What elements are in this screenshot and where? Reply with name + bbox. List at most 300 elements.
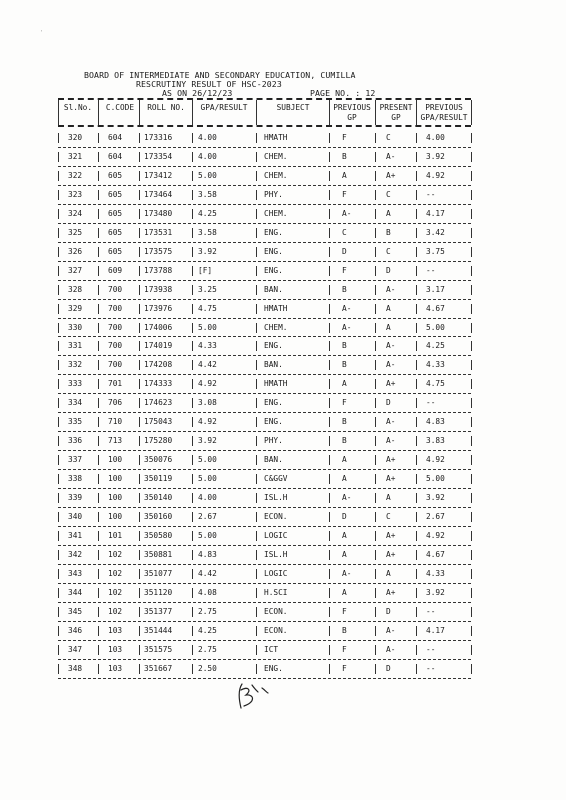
- vline: [416, 550, 417, 560]
- vline: [98, 550, 99, 560]
- cell-gpa-result: 5.00: [198, 474, 217, 484]
- vline: [256, 664, 257, 674]
- cell-present-gp: A: [386, 568, 391, 578]
- vline: [471, 493, 472, 503]
- vline: [471, 266, 472, 276]
- cell-subject: CHEM.: [264, 208, 288, 218]
- cell-previous-gp: C: [342, 227, 347, 237]
- vline: [139, 379, 140, 389]
- vline: [471, 247, 472, 257]
- cell-rollno: 173976: [144, 303, 173, 313]
- cell-subject: LOGIC: [264, 530, 288, 540]
- vline: [58, 100, 59, 125]
- cell-rollno: 174019: [144, 341, 173, 351]
- cell-gpa-result: 4.00: [198, 493, 217, 503]
- col-header-present-gp-line1: PRESENT: [379, 103, 413, 112]
- table-row: [58, 470, 471, 488]
- vline: [416, 247, 417, 257]
- cell-present-gp: D: [386, 398, 391, 408]
- cell-rollno: 350881: [144, 549, 173, 559]
- cell-ccode: 605: [108, 208, 123, 218]
- table-row: [58, 527, 471, 545]
- vline: [416, 531, 417, 541]
- cell-ccode: 700: [108, 322, 123, 332]
- vline: [416, 360, 417, 370]
- vline: [256, 436, 257, 446]
- cell-present-gp: A: [386, 493, 391, 503]
- cell-previous-gp: F: [342, 189, 347, 199]
- vline: [139, 323, 140, 333]
- cell-slno: 332: [68, 360, 83, 370]
- vline: [256, 100, 257, 125]
- vline: [192, 304, 193, 314]
- vline: [139, 531, 140, 541]
- vline: [98, 474, 99, 484]
- vline: [98, 247, 99, 257]
- cell-subject: ENG.: [264, 265, 283, 275]
- vline: [58, 398, 59, 408]
- vline: [192, 360, 193, 370]
- vline: [471, 100, 472, 125]
- vline: [256, 512, 257, 522]
- cell-slno: 337: [68, 455, 83, 465]
- vline: [471, 209, 472, 219]
- vline: [375, 341, 376, 351]
- vline: [329, 474, 330, 484]
- col-header-ccode: C.CODE: [105, 103, 135, 112]
- cell-rollno: 174333: [144, 379, 173, 389]
- cell-gpa-result: 4.83: [198, 549, 217, 559]
- table-row: [58, 262, 471, 280]
- cell-previous-gpa: 4.75: [426, 379, 445, 389]
- vline: [139, 285, 140, 295]
- cell-ccode: 103: [108, 663, 123, 673]
- vline: [192, 209, 193, 219]
- cell-ccode: 700: [108, 303, 123, 313]
- vline: [58, 190, 59, 200]
- cell-ccode: 706: [108, 398, 123, 408]
- cell-previous-gpa: 4.92: [426, 530, 445, 540]
- cell-subject: ISL.H: [264, 493, 288, 503]
- vline: [329, 190, 330, 200]
- vline: [256, 133, 257, 143]
- vline: [329, 417, 330, 427]
- cell-ccode: 605: [108, 246, 123, 256]
- cell-rollno: 173480: [144, 208, 173, 218]
- cell-previous-gp: B: [342, 151, 347, 161]
- vline: [139, 436, 140, 446]
- cell-previous-gpa: 3.75: [426, 246, 445, 256]
- cell-ccode: 700: [108, 360, 123, 370]
- cell-ccode: 713: [108, 436, 123, 446]
- vline: [471, 664, 472, 674]
- vline: [416, 133, 417, 143]
- vline: [98, 171, 99, 181]
- vline: [329, 209, 330, 219]
- vline: [329, 569, 330, 579]
- cell-present-gp: A-: [386, 360, 396, 370]
- vline: [471, 190, 472, 200]
- cell-ccode: 700: [108, 284, 123, 294]
- vline: [192, 512, 193, 522]
- vline: [139, 228, 140, 238]
- cell-rollno: 351444: [144, 625, 173, 635]
- table-row: [58, 186, 471, 204]
- cell-subject: ENG.: [264, 341, 283, 351]
- vline: [375, 152, 376, 162]
- vline: [329, 360, 330, 370]
- vline: [329, 341, 330, 351]
- vline: [375, 626, 376, 636]
- vline: [329, 550, 330, 560]
- cell-previous-gpa: --: [426, 606, 436, 616]
- cell-slno: 331: [68, 341, 83, 351]
- table-row: [58, 641, 471, 659]
- cell-ccode: 710: [108, 417, 123, 427]
- cell-gpa-result: 4.25: [198, 208, 217, 218]
- vline: [139, 588, 140, 598]
- vline: [58, 285, 59, 295]
- cell-previous-gp: A: [342, 530, 347, 540]
- table-row: [58, 281, 471, 299]
- vline: [58, 247, 59, 257]
- vline: [256, 493, 257, 503]
- vline: [256, 247, 257, 257]
- vline: [58, 664, 59, 674]
- vline: [329, 171, 330, 181]
- cell-slno: 346: [68, 625, 83, 635]
- vline: [58, 588, 59, 598]
- row-rule: [58, 678, 471, 679]
- cell-previous-gpa: 4.17: [426, 208, 445, 218]
- vline: [98, 190, 99, 200]
- cell-ccode: 609: [108, 265, 123, 275]
- col-header-present-gp: [376, 103, 416, 123]
- vline: [98, 285, 99, 295]
- cell-gpa-result: 4.08: [198, 587, 217, 597]
- cell-present-gp: B: [386, 227, 391, 237]
- vline: [256, 323, 257, 333]
- vline: [98, 607, 99, 617]
- cell-ccode: 100: [108, 455, 123, 465]
- cell-rollno: 173316: [144, 133, 173, 142]
- vline: [98, 493, 99, 503]
- header-rule: [58, 125, 471, 127]
- vline: [416, 304, 417, 314]
- table-row: [58, 205, 471, 223]
- vline: [329, 626, 330, 636]
- cell-rollno: 350140: [144, 493, 173, 503]
- cell-present-gp: C: [386, 133, 391, 142]
- cell-rollno: 351667: [144, 663, 173, 673]
- table-row: [58, 508, 471, 526]
- cell-rollno: 173412: [144, 170, 173, 180]
- vline: [416, 228, 417, 238]
- vline: [416, 645, 417, 655]
- vline: [416, 474, 417, 484]
- cell-gpa-result: 2.75: [198, 644, 217, 654]
- cell-subject: CHEM.: [264, 170, 288, 180]
- vline: [98, 133, 99, 143]
- page-number: PAGE NO. : 12: [310, 88, 376, 98]
- cell-present-gp: A+: [386, 379, 396, 389]
- vline: [375, 190, 376, 200]
- cell-previous-gp: A: [342, 474, 347, 484]
- vline: [192, 645, 193, 655]
- cell-subject: ENG.: [264, 417, 283, 427]
- cell-present-gp: C: [386, 189, 391, 199]
- vline: [58, 341, 59, 351]
- table-row: [58, 148, 471, 166]
- vline: [375, 398, 376, 408]
- cell-previous-gpa: --: [426, 265, 436, 275]
- cell-previous-gp: A: [342, 455, 347, 465]
- vline: [471, 323, 472, 333]
- vline: [139, 190, 140, 200]
- vline: [329, 645, 330, 655]
- vline: [58, 626, 59, 636]
- cell-gpa-result: 5.00: [198, 170, 217, 180]
- as-on-date: AS ON 26/12/23: [162, 88, 233, 98]
- vline: [416, 171, 417, 181]
- vline: [98, 209, 99, 219]
- vline: [375, 550, 376, 560]
- vline: [58, 417, 59, 427]
- vline: [98, 588, 99, 598]
- cell-gpa-result: 5.00: [198, 530, 217, 540]
- vline: [139, 607, 140, 617]
- cell-slno: 348: [68, 663, 83, 673]
- vline: [375, 569, 376, 579]
- cell-previous-gp: A-: [342, 493, 352, 503]
- cell-present-gp: A: [386, 303, 391, 313]
- board-name: BOARD OF INTERMEDIATE AND SECONDARY EDUCATION, CUMILLA: [84, 70, 356, 80]
- vline: [192, 190, 193, 200]
- vline: [139, 266, 140, 276]
- vline: [416, 588, 417, 598]
- vline: [471, 607, 472, 617]
- cell-present-gp: A-: [386, 417, 396, 427]
- vline: [58, 569, 59, 579]
- col-header-previous-gp-line1: PREVIOUS: [333, 103, 371, 112]
- vline: [139, 626, 140, 636]
- cell-slno: 343: [68, 568, 83, 578]
- cell-present-gp: A: [386, 208, 391, 218]
- vline: [256, 550, 257, 560]
- vline: [416, 436, 417, 446]
- cell-subject: PHY.: [264, 189, 283, 199]
- vline: [329, 664, 330, 674]
- vline: [416, 379, 417, 389]
- vline: [58, 266, 59, 276]
- vline: [98, 436, 99, 446]
- cell-previous-gpa: 3.83: [426, 436, 445, 446]
- cell-gpa-result: 3.58: [198, 227, 217, 237]
- cell-gpa-result: 4.92: [198, 379, 217, 389]
- cell-slno: 328: [68, 284, 83, 294]
- vline: [256, 266, 257, 276]
- vline: [329, 247, 330, 257]
- vline: [98, 455, 99, 465]
- vline: [471, 550, 472, 560]
- cell-subject: ECON.: [264, 606, 288, 616]
- vline: [375, 171, 376, 181]
- vline: [329, 228, 330, 238]
- cell-gpa-result: 3.92: [198, 436, 217, 446]
- cell-rollno: 350076: [144, 455, 173, 465]
- vline: [58, 455, 59, 465]
- table-row: [58, 337, 471, 355]
- cell-slno: 340: [68, 512, 83, 521]
- cell-previous-gp: D: [342, 512, 347, 521]
- cell-present-gp: A-: [386, 151, 396, 161]
- cell-subject: ICT: [264, 644, 279, 654]
- cell-rollno: 350119: [144, 474, 173, 484]
- vline: [471, 645, 472, 655]
- vline: [416, 664, 417, 674]
- vline: [256, 190, 257, 200]
- vline: [139, 455, 140, 465]
- cell-slno: 333: [68, 379, 83, 389]
- vline: [416, 569, 417, 579]
- vline: [192, 133, 193, 143]
- col-header-previous-gpa: [417, 103, 471, 123]
- vline: [471, 455, 472, 465]
- table-row: [58, 622, 471, 640]
- vline: [58, 379, 59, 389]
- cell-previous-gpa: 2.67: [426, 512, 445, 521]
- vline: [139, 512, 140, 522]
- vline: [192, 266, 193, 276]
- cell-ccode: 102: [108, 568, 123, 578]
- cell-subject: HMATH: [264, 303, 288, 313]
- cell-previous-gp: A: [342, 549, 347, 559]
- vline: [58, 323, 59, 333]
- vline: [58, 550, 59, 560]
- cell-previous-gpa: 3.42: [426, 227, 445, 237]
- cell-gpa-result: 3.08: [198, 398, 217, 408]
- vline: [375, 588, 376, 598]
- corner-mark: ': [40, 30, 44, 36]
- vline: [375, 531, 376, 541]
- vline: [139, 304, 140, 314]
- cell-slno: 338: [68, 474, 83, 484]
- vline: [375, 360, 376, 370]
- cell-previous-gpa: --: [426, 398, 436, 408]
- cell-subject: BAN.: [264, 455, 283, 465]
- cell-ccode: 100: [108, 474, 123, 484]
- vline: [416, 493, 417, 503]
- cell-slno: 323: [68, 189, 83, 199]
- vline: [471, 228, 472, 238]
- vline: [139, 171, 140, 181]
- col-header-gpa-result: GPA/RESULT: [200, 103, 248, 112]
- cell-present-gp: A-: [386, 284, 396, 294]
- col-header-previous-gpa-line1: PREVIOUS: [425, 103, 463, 112]
- cell-subject: HMATH: [264, 133, 288, 142]
- cell-gpa-result: 4.00: [198, 151, 217, 161]
- vline: [471, 512, 472, 522]
- cell-rollno: 351120: [144, 587, 173, 597]
- cell-ccode: 604: [108, 133, 123, 142]
- cell-subject: C&GGV: [264, 474, 288, 484]
- vline: [98, 266, 99, 276]
- vline: [139, 569, 140, 579]
- cell-ccode: 605: [108, 170, 123, 180]
- cell-ccode: 605: [108, 189, 123, 199]
- table-row: [58, 432, 471, 450]
- vline: [58, 152, 59, 162]
- cell-previous-gp: F: [342, 644, 347, 654]
- vline: [58, 133, 59, 143]
- cell-gpa-result: 4.75: [198, 303, 217, 313]
- vline: [192, 493, 193, 503]
- cell-slno: 334: [68, 398, 83, 408]
- table-row: [58, 167, 471, 185]
- cell-gpa-result: 4.42: [198, 568, 217, 578]
- cell-previous-gpa: 4.33: [426, 568, 445, 578]
- vline: [471, 588, 472, 598]
- vline: [416, 152, 417, 162]
- cell-subject: CHEM.: [264, 151, 288, 161]
- vline: [416, 190, 417, 200]
- cell-ccode: 102: [108, 606, 123, 616]
- vline: [375, 323, 376, 333]
- cell-slno: 325: [68, 227, 83, 237]
- cell-present-gp: A-: [386, 436, 396, 446]
- vline: [139, 152, 140, 162]
- vline: [139, 550, 140, 560]
- vline: [329, 398, 330, 408]
- cell-gpa-result: [F]: [198, 265, 213, 275]
- table-row: [58, 300, 471, 318]
- vline: [471, 285, 472, 295]
- vline: [192, 152, 193, 162]
- cell-ccode: 102: [108, 587, 123, 597]
- vline: [139, 417, 140, 427]
- vline: [98, 341, 99, 351]
- vline: [192, 100, 193, 125]
- vline: [58, 607, 59, 617]
- vline: [58, 531, 59, 541]
- vline: [471, 569, 472, 579]
- vline: [58, 436, 59, 446]
- cell-subject: CHEM.: [264, 322, 288, 332]
- vline: [375, 455, 376, 465]
- cell-ccode: 604: [108, 151, 123, 161]
- cell-slno: 339: [68, 493, 83, 503]
- cell-slno: 327: [68, 265, 83, 275]
- vline: [139, 474, 140, 484]
- vline: [375, 133, 376, 143]
- cell-rollno: 173464: [144, 189, 173, 199]
- vline: [329, 323, 330, 333]
- vline: [375, 379, 376, 389]
- table-row: [58, 394, 471, 412]
- cell-slno: 330: [68, 322, 83, 332]
- cell-present-gp: D: [386, 663, 391, 673]
- cell-previous-gp: F: [342, 606, 347, 616]
- vline: [139, 664, 140, 674]
- cell-rollno: 351575: [144, 644, 173, 654]
- cell-gpa-result: 2.75: [198, 606, 217, 616]
- vline: [471, 626, 472, 636]
- cell-previous-gpa: 4.67: [426, 549, 445, 559]
- cell-rollno: 175280: [144, 436, 173, 446]
- vline: [192, 247, 193, 257]
- vline: [329, 512, 330, 522]
- cell-previous-gp: B: [342, 625, 347, 635]
